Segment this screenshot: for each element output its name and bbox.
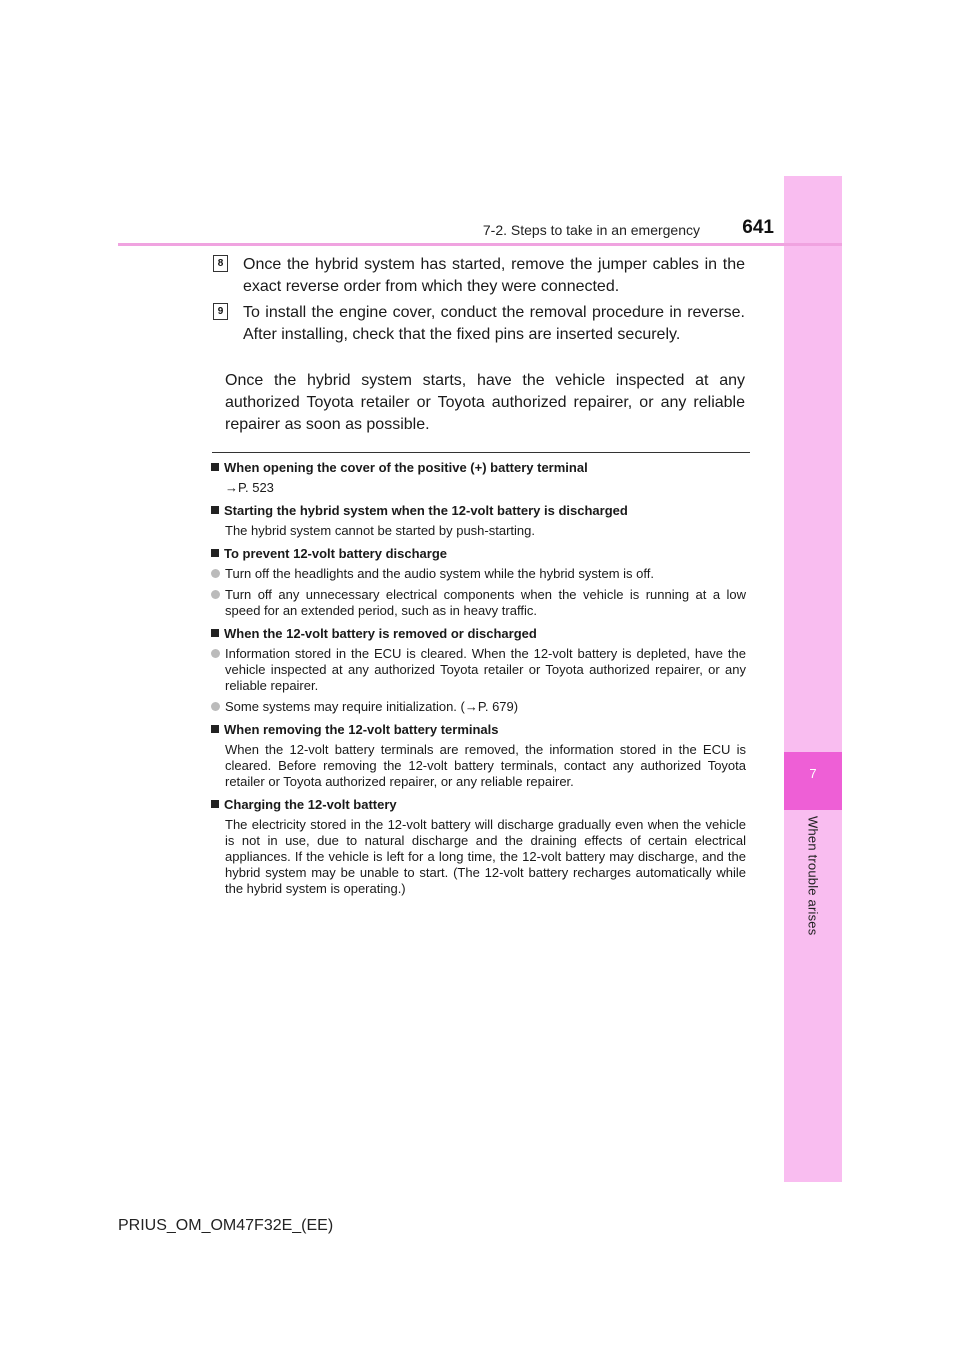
note-title: Charging the 12-volt battery bbox=[211, 796, 746, 813]
page-number: 641 bbox=[742, 217, 774, 238]
section-divider bbox=[212, 452, 750, 453]
chapter-side-strip bbox=[784, 176, 842, 1182]
section-title: 7-2. Steps to take in an emergency bbox=[482, 222, 700, 238]
note-starting-discharged bbox=[211, 502, 746, 539]
step-text: To install the engine cover, conduct the removal procedure in reverse. After installing, check that the fixed pins are inserted securely. bbox=[243, 304, 745, 343]
document-footer-code: PRIUS_OM_OM47F32E_(EE) bbox=[118, 1217, 334, 1234]
bullet-dot-icon bbox=[211, 590, 220, 599]
note-title: Starting the hybrid system when the 12-volt battery is discharged bbox=[211, 502, 746, 519]
header-rule bbox=[118, 243, 842, 246]
page-reference-link[interactable]: →P. 523 bbox=[225, 480, 274, 495]
note-removing-terminals bbox=[211, 721, 746, 790]
note-body: The hybrid system cannot be started by push-starting. bbox=[225, 523, 535, 538]
list-item: Turn off the headlights and the audio system while the hybrid system is off. bbox=[211, 566, 746, 582]
note-prevent-discharge bbox=[211, 545, 746, 619]
bullet-dot-icon bbox=[211, 569, 220, 578]
chapter-number-tab bbox=[784, 752, 842, 810]
list-item: Turn off any unnecessary electrical components when the vehicle is running at a low speed for an extended period, such as in heavy traffic. bbox=[211, 587, 746, 619]
chapter-number: 7 bbox=[809, 766, 817, 781]
note-battery-removed bbox=[211, 625, 746, 715]
note-positive-terminal-cover bbox=[211, 459, 746, 496]
note-charging-battery bbox=[211, 796, 746, 897]
bullet-dot-icon bbox=[211, 702, 220, 711]
note-title: When opening the cover of the positive (+) battery terminal bbox=[211, 459, 746, 476]
note-body: When the 12-volt battery terminals are removed, the information stored in the ECU is cleared. Before removing the 12-volt battery terminals, contact any authorized Toyota retailer or Toyota authorized repairer, or any reliable repairer. bbox=[225, 742, 746, 789]
list-item: Some systems may require initialization. (→P. 679) bbox=[211, 699, 746, 715]
note-title: To prevent 12-volt battery discharge bbox=[211, 545, 746, 562]
step-text: Once the hybrid system has started, remove the jumper cables in the exact reverse order from which they were connected. bbox=[243, 256, 745, 295]
step-8 bbox=[213, 254, 745, 298]
closing-paragraph: Once the hybrid system starts, have the vehicle inspected at any authorized Toyota retailer or Toyota authorized repairer, or any reliable repairer as soon as possible. bbox=[225, 372, 745, 433]
step-number-badge: 9 bbox=[213, 303, 228, 320]
note-body: The electricity stored in the 12-volt battery will discharge gradually even when the vehicle is not in use, due to natural discharge and the draining effects of certain electrical appliances. If the vehicle is left for a long time, the 12-volt battery may discharge, and the hybrid system may be unable to start. (The 12-volt battery recharges automatically while the hybrid system is operating.) bbox=[225, 817, 746, 896]
notes-section bbox=[211, 459, 746, 903]
step-number-badge: 8 bbox=[213, 255, 228, 272]
step-9 bbox=[213, 302, 745, 346]
note-title: When the 12-volt battery is removed or discharged bbox=[211, 625, 746, 642]
list-item: Information stored in the ECU is cleared. When the 12-volt battery is depleted, have the vehicle inspected at any authorized Toyota retailer or Toyota authorized repairer, or any reliable repairer. bbox=[211, 646, 746, 694]
bullet-dot-icon bbox=[211, 649, 220, 658]
chapter-title: When trouble arises bbox=[805, 816, 821, 936]
note-title: When removing the 12-volt battery terminals bbox=[211, 721, 746, 738]
